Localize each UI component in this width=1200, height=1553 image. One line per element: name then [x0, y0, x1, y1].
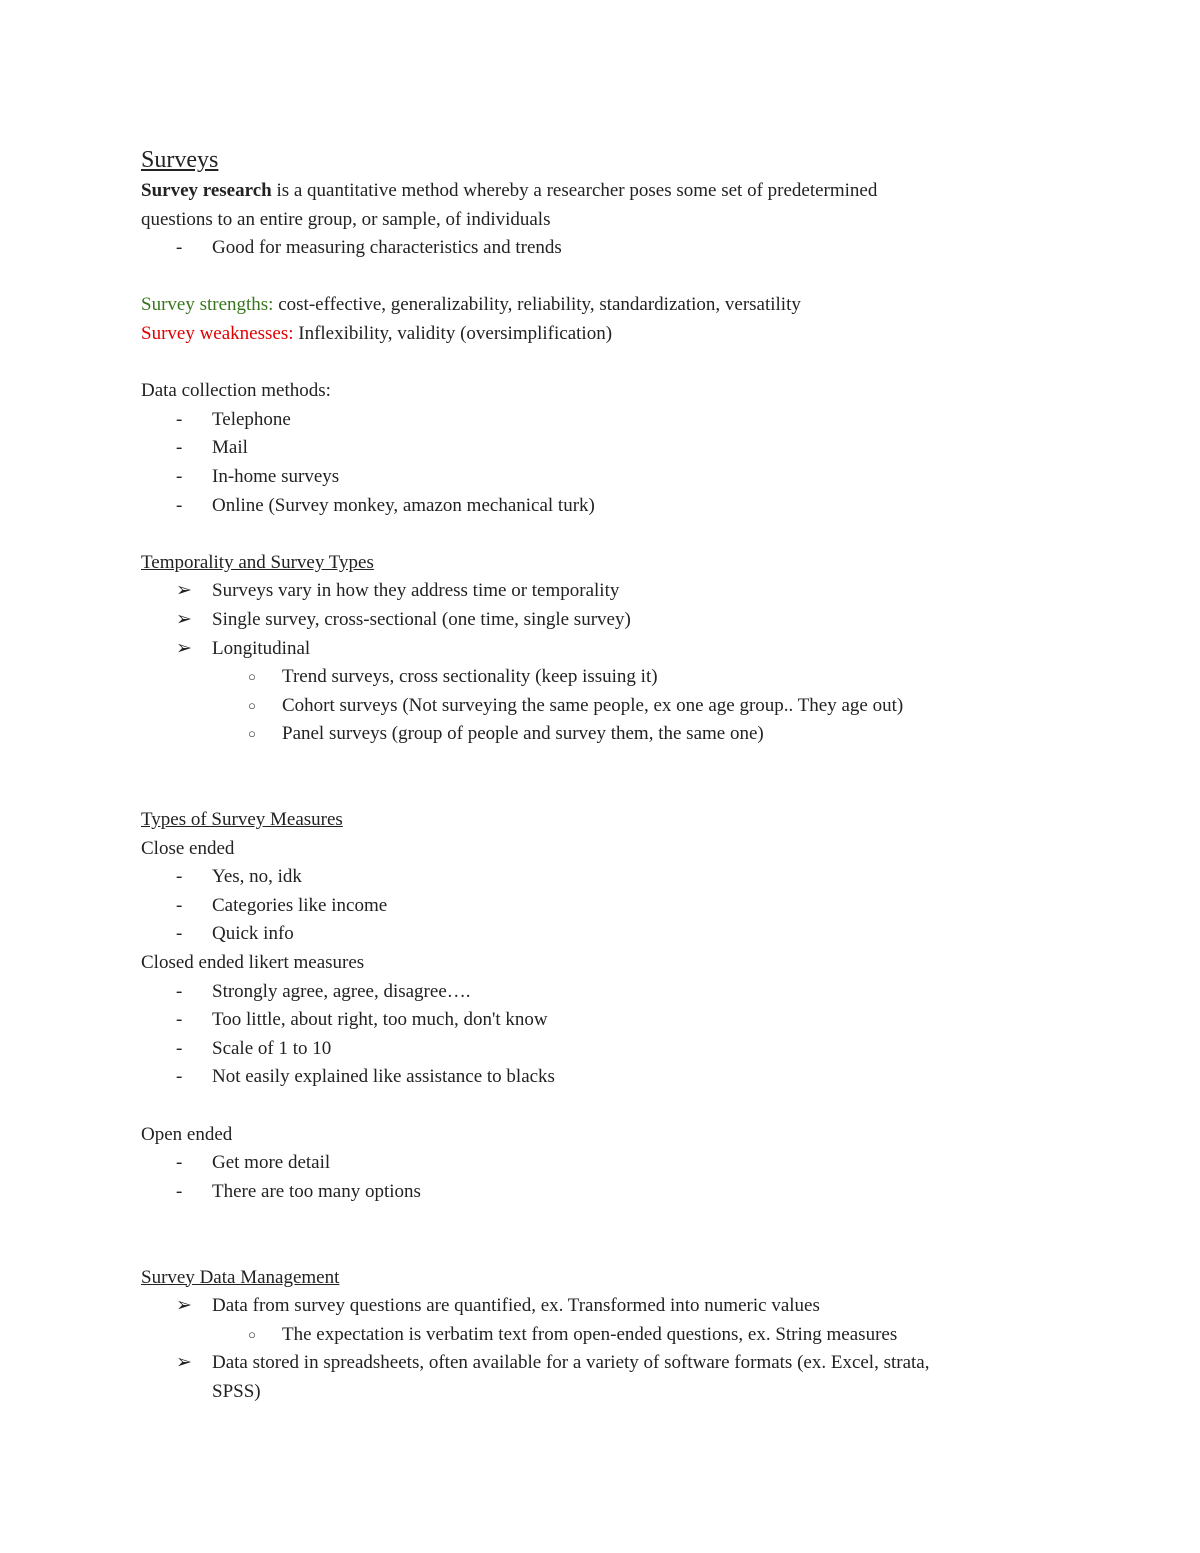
- dash-marker: -: [176, 1152, 183, 1174]
- arrow-marker: ➢: [176, 637, 192, 659]
- sub-list-item: ○ Cohort surveys (Not surveying the same people, ex one age group.. They age out): [141, 692, 1041, 721]
- list-item: - Get more detail: [141, 1149, 1041, 1178]
- dash-marker: -: [176, 1180, 183, 1202]
- close-ended-label: Close ended: [141, 837, 235, 859]
- measures-heading: Types of Survey Measures: [141, 809, 343, 831]
- list-item: - There are too many options: [141, 1178, 1041, 1207]
- dash-marker: -: [176, 437, 183, 459]
- dash-marker: -: [176, 894, 183, 916]
- temporality-heading: Temporality and Survey Types: [141, 551, 374, 573]
- list-item: - Categories like income: [141, 892, 1041, 921]
- list-item: ➢ Data stored in spreadsheets, often available for a variety of software formats (ex. Excel, strata,: [141, 1349, 1041, 1378]
- list-item: ➢ Single survey, cross-sectional (one time, single survey): [141, 606, 1041, 635]
- list-item: - Good for measuring characteristics and trends: [141, 234, 1041, 263]
- page-title: Surveys: [141, 147, 219, 173]
- dash-marker: -: [176, 923, 183, 945]
- dash-marker: -: [176, 465, 183, 487]
- list-item: - Too little, about right, too much, don't know: [141, 1006, 1041, 1035]
- sub-list-item: ○ Panel surveys (group of people and survey them, the same one): [141, 720, 1041, 749]
- circle-marker: ○: [248, 697, 256, 713]
- dash-marker: -: [176, 408, 183, 430]
- list-item: ➢ Surveys vary in how they address time or temporality: [141, 577, 1041, 606]
- list-item: - In-home surveys: [141, 463, 1041, 492]
- list-item: - Online (Survey monkey, amazon mechanical turk): [141, 492, 1041, 521]
- list-item: - Mail: [141, 434, 1041, 463]
- open-ended-label: Open ended: [141, 1123, 233, 1145]
- list-item: - Telephone: [141, 406, 1041, 435]
- weaknesses-label: Survey weaknesses:: [141, 322, 294, 344]
- list-item: - Quick info: [141, 920, 1041, 949]
- document-body: [141, 143, 1041, 1407]
- circle-marker: ○: [248, 669, 256, 685]
- management-heading: Survey Data Management: [141, 1266, 340, 1288]
- arrow-marker: ➢: [176, 580, 192, 602]
- strengths-line: Survey strengths: cost-effective, generalizability, reliability, standardization, versatility: [141, 294, 801, 316]
- term-survey-research: Survey research: [141, 180, 272, 201]
- arrow-marker: ➢: [176, 608, 192, 630]
- intro-line-2: questions to an entire group, or sample, of individuals: [141, 208, 551, 230]
- dash-marker: -: [176, 1037, 183, 1059]
- arrow-marker: ➢: [176, 1295, 192, 1317]
- sub-list-item: ○ Trend surveys, cross sectionality (keep issuing it): [141, 663, 1041, 692]
- sub-list-item: ○ The expectation is verbatim text from open-ended questions, ex. String measures: [141, 1321, 1041, 1350]
- intro-line-1: Survey research is a quantitative method whereby a researcher poses some set of predetermined: [141, 180, 878, 201]
- list-item: - Strongly agree, agree, disagree….: [141, 978, 1041, 1007]
- dash-marker: -: [176, 980, 183, 1002]
- strengths-label: Survey strengths:: [141, 294, 274, 316]
- dash-marker: -: [176, 1009, 183, 1031]
- collection-heading: Data collection methods:: [141, 380, 331, 402]
- circle-marker: ○: [248, 726, 256, 742]
- list-item: ➢ Data from survey questions are quantified, ex. Transformed into numeric values: [141, 1292, 1041, 1321]
- circle-marker: ○: [248, 1326, 256, 1342]
- list-item-continuation: SPSS): [212, 1380, 261, 1402]
- list-item: - Scale of 1 to 10: [141, 1035, 1041, 1064]
- list-item: - Not easily explained like assistance to blacks: [141, 1063, 1041, 1092]
- list-item: ➢ Longitudinal: [141, 635, 1041, 664]
- dash-marker: -: [176, 1066, 183, 1088]
- dash-marker: -: [176, 866, 183, 888]
- likert-label: Closed ended likert measures: [141, 952, 365, 974]
- weaknesses-line: Survey weaknesses: Inflexibility, validity (oversimplification): [141, 322, 613, 344]
- dash-marker: -: [176, 494, 183, 516]
- dash-marker: -: [176, 237, 183, 259]
- arrow-marker: ➢: [176, 1352, 192, 1374]
- list-item: - Yes, no, idk: [141, 863, 1041, 892]
